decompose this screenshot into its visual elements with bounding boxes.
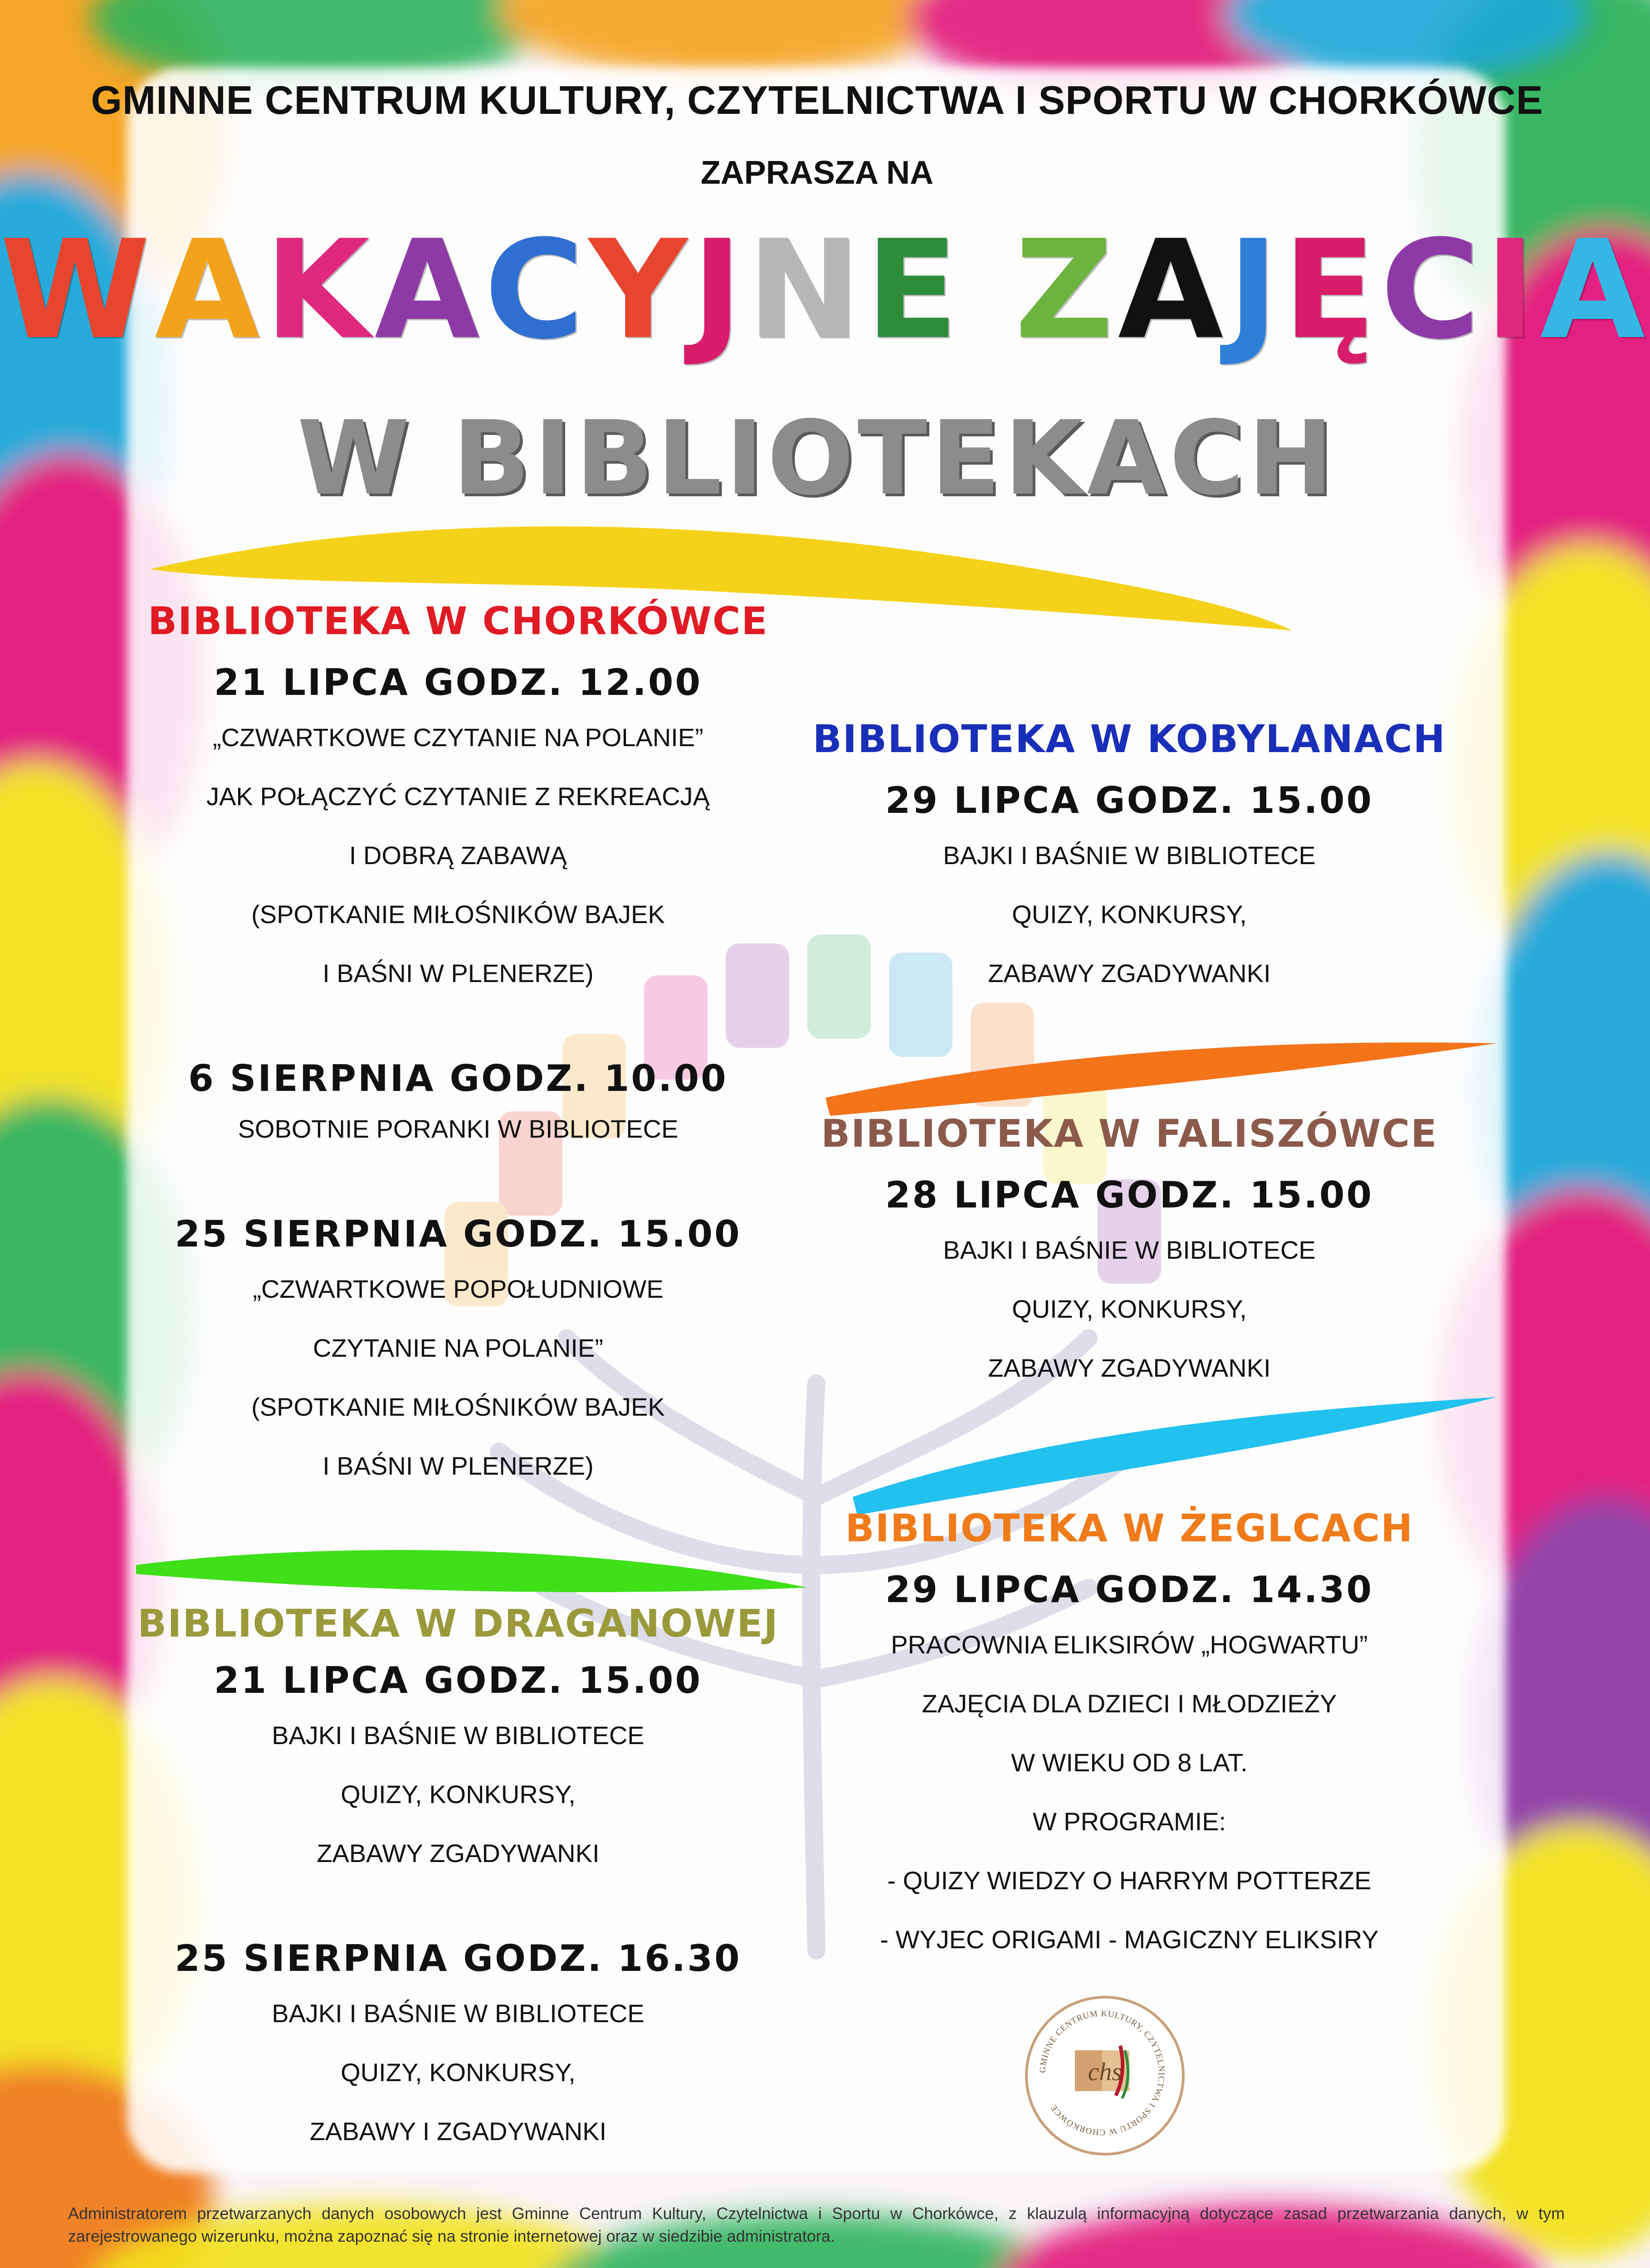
title-letter: A xyxy=(374,211,484,369)
event-line: ZAJĘCIA DLA DZIECI I MŁODZIEŻY xyxy=(922,1689,1337,1718)
library-name: BIBLIOTEKA W ŻEGLCACH xyxy=(845,1506,1414,1550)
event-line: BAJKI I BAŚNIE W BIBLIOTECE xyxy=(943,841,1316,870)
organization-logo xyxy=(1025,1996,1185,2156)
event-line: - QUIZY WIEDZY O HARRYM POTTERZE xyxy=(887,1866,1372,1895)
title-letter: C xyxy=(484,211,589,369)
library-name: BIBLIOTEKA W DRAGANOWEJ xyxy=(137,1601,779,1646)
library-draganowa xyxy=(136,1601,780,2161)
event-date: 29 LIPCA GODZ. 15.00 xyxy=(885,779,1374,821)
title-letter: N xyxy=(747,211,865,369)
event-line: I DOBRĄ ZABAWĄ xyxy=(349,841,567,870)
event-date: 6 SIERPNIA GODZ. 10.00 xyxy=(188,1057,728,1100)
title-letter: A xyxy=(1540,211,1650,369)
event-line: JAK POŁĄCZYĆ CZYTANIE Z REKREACJĄ xyxy=(206,782,710,811)
event-line: QUIZY, KONKURSY, xyxy=(341,2058,576,2087)
event-date: 21 LIPCA GODZ. 15.00 xyxy=(214,1659,703,1701)
event-date: 25 SIERPNIA GODZ. 15.00 xyxy=(175,1213,742,1255)
event-line: PRACOWNIA ELIKSIRÓW „HOGWARTU” xyxy=(891,1630,1368,1659)
title-letter: Z xyxy=(1015,211,1118,369)
library-faliszowka xyxy=(798,1111,1460,1398)
event-date: 25 SIERPNIA GODZ. 16.30 xyxy=(175,1937,742,1980)
library-name: BIBLIOTEKA W FALISZÓWCE xyxy=(821,1111,1438,1156)
event-line: SOBOTNIE PORANKI W BIBLIOTECE xyxy=(238,1114,679,1143)
event-line: ZABAWY ZGADYWANKI xyxy=(988,1354,1271,1382)
event-line: I BAŚNI W PLENERZE) xyxy=(322,959,594,987)
event-line: CZYTANIE NA POLANIE” xyxy=(313,1334,603,1362)
title-letter: Y xyxy=(588,211,692,369)
event-line: ZABAWY I ZGADYWANKI xyxy=(309,2117,607,2146)
event-line: - WYJEC ORIGAMI - MAGICZNY ELIKSIRY xyxy=(880,1925,1379,1954)
library-name: BIBLIOTEKA W CHORKÓWCE xyxy=(148,599,768,643)
main-title xyxy=(0,211,1650,369)
event-line: BAJKI I BAŚNIE W BIBLIOTECE xyxy=(943,1236,1316,1264)
event-line: I BAŚNI W PLENERZE) xyxy=(322,1452,594,1480)
event-date: 28 LIPCA GODZ. 15.00 xyxy=(885,1174,1374,1216)
event-line: BAJKI I BAŚNIE W BIBLIOTECE xyxy=(272,1721,644,1750)
title-letter: A xyxy=(1118,211,1228,369)
event-line: „CZWARTKOWE CZYTANIE NA POLANIE” xyxy=(213,723,703,752)
event-line: ZABAWY ZGADYWANKI xyxy=(317,1839,600,1867)
gdpr-footer: Administratorem przetwarzanych danych osobowych jest Gminne Centrum Kultury, Czytelnictwa i Sportu w Chorkówce, z klauzulą informacyjną dotyczące zasad przetwarzania danych, w tym zarejestrowanego wizerunku, można zapoznać się na stronie internetowej oraz w siedzibie administratora. xyxy=(68,2204,1565,2245)
title-letter: J xyxy=(692,211,747,369)
title-letter: E xyxy=(865,211,963,369)
library-kobylany xyxy=(798,717,1460,1003)
title-space xyxy=(963,222,1015,358)
event-line: QUIZY, KONKURSY, xyxy=(1012,1295,1247,1323)
event-date: 21 LIPCA GODZ. 12.00 xyxy=(214,661,703,704)
library-chorkowce xyxy=(136,599,780,1496)
event-date: 29 LIPCA GODZ. 14.30 xyxy=(885,1569,1374,1611)
event-line: W WIEKU OD 8 LAT. xyxy=(1011,1748,1248,1777)
library-name: BIBLIOTEKA W KOBYLANACH xyxy=(812,717,1446,761)
library-zeglce xyxy=(798,1506,1460,1969)
event-line: QUIZY, KONKURSY, xyxy=(341,1780,576,1809)
event-line: (SPOTKANIE MIŁOŚNIKÓW BAJEK xyxy=(251,1393,665,1421)
event-line: BAJKI I BAŚNIE W BIBLIOTECE xyxy=(272,1999,644,2028)
logo-initials: chs xyxy=(1088,2058,1122,2086)
title-letter: I xyxy=(1484,211,1540,369)
event-line: QUIZY, KONKURSY, xyxy=(1012,900,1247,929)
title-letter: Ę xyxy=(1283,211,1381,369)
title-letter: J xyxy=(1228,211,1283,369)
invites-text: ZAPRASZA NA xyxy=(700,155,934,191)
subtitle: W BIBLIOTEKACH xyxy=(297,399,1337,518)
event-line: (SPOTKANIE MIŁOŚNIKÓW BAJEK xyxy=(251,900,665,929)
title-letter: K xyxy=(264,211,375,369)
title-letter: A xyxy=(154,211,265,369)
title-letter: W xyxy=(0,211,155,369)
organizer-name: GMINNE CENTRUM KULTURY, CZYTELNICTWA I SPORTU W CHORKÓWCE xyxy=(91,78,1543,122)
event-line: W PROGRAMIE: xyxy=(1032,1807,1226,1836)
event-line: ZABAWY ZGADYWANKI xyxy=(988,959,1271,987)
svg-text:GMINNE CENTRUM KULTURY, CZYTEL: GMINNE CENTRUM KULTURY, CZYTELNICTWA I SPORTU W CHORKÓWCE xyxy=(1038,2009,1167,2137)
event-line: „CZWARTKOWE POPOŁUDNIOWE xyxy=(253,1275,664,1303)
title-letter: C xyxy=(1380,211,1485,369)
